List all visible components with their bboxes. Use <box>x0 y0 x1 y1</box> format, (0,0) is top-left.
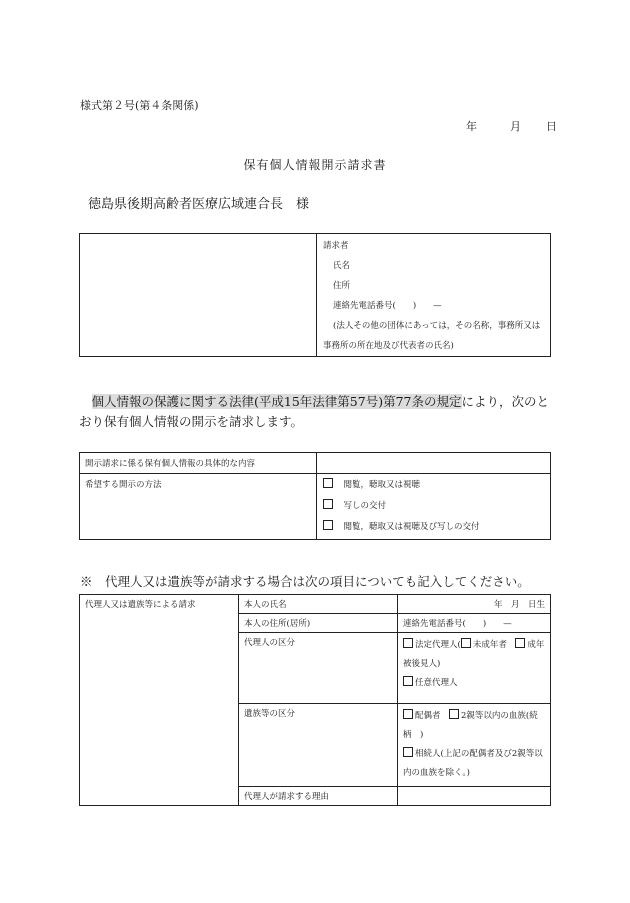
checkbox-icon[interactable] <box>323 478 333 488</box>
reason-field[interactable] <box>398 787 551 806</box>
date-month: 月 <box>510 120 521 133</box>
checkbox-icon[interactable] <box>403 709 413 719</box>
requester-blank-cell[interactable] <box>80 234 317 357</box>
name-label: 氏名 <box>333 261 351 271</box>
checkbox-icon[interactable] <box>323 499 333 509</box>
date-line <box>466 118 557 134</box>
agent-class-options <box>398 633 551 704</box>
agent-table <box>79 594 551 806</box>
law-reference: 個人情報の保護に関する法律(平成15年法律第57号)第77条の規定 <box>91 394 462 409</box>
principal-address-label: 本人の住所(居所) <box>239 614 398 633</box>
principal-phone-field[interactable]: 連絡先電話番号( ) — <box>398 614 551 633</box>
date-day: 日 <box>546 120 557 133</box>
bereaved-option-spouse[interactable]: 配偶者 2親等以内の血族(続 <box>403 707 545 726</box>
requester-table <box>79 233 551 357</box>
bereaved-option-heir-cont: 内の血族を除く。) <box>403 768 470 778</box>
checkbox-icon[interactable] <box>449 709 459 719</box>
method-option[interactable]: 写しの交付 <box>323 496 544 517</box>
checkbox-icon[interactable] <box>515 638 525 648</box>
agent-class-label: 代理人の区分 <box>239 633 398 704</box>
reason-label: 代理人が請求する理由 <box>239 787 398 806</box>
agent-option-voluntary[interactable]: 任意代理人 <box>403 674 545 693</box>
bereaved-option-heir[interactable]: 相続人(上記の配偶者及び2親等以 <box>403 745 545 764</box>
phone-label: 連絡先電話番号( ) — <box>333 301 442 311</box>
agent-group-label: 代理人又は遺族等による請求 <box>80 595 239 806</box>
addressee: 徳島県後期高齢者医療広域連合長 様 <box>88 197 310 212</box>
corporate-note-line1: (法人その他の団体にあっては，その名称，事務所又は <box>333 321 541 331</box>
requester-heading: 請求者 <box>323 241 349 251</box>
requester-cell[interactable] <box>317 234 551 357</box>
content-field[interactable] <box>317 453 551 474</box>
form-title: 保有個人情報開示請求書 <box>243 158 387 172</box>
checkbox-icon[interactable] <box>323 520 333 530</box>
content-label: 開示請求に係る保有個人情報の具体的な内容 <box>80 453 317 474</box>
bereaved-class-options <box>398 704 551 787</box>
request-paragraph <box>79 392 551 432</box>
bereaved-option-relation: 柄 ) <box>403 730 424 740</box>
agent-option-legal[interactable]: 法定代理人( 未成年者 成年 <box>403 636 545 655</box>
checkbox-icon[interactable] <box>403 638 413 648</box>
birth-date-field[interactable]: 年 月 日生 <box>398 595 551 614</box>
method-option[interactable]: 閲覧，聴取又は視聴及び写しの交付 <box>323 517 544 538</box>
checkbox-icon[interactable] <box>403 676 413 686</box>
corporate-note-line2: 事務所の所在地及び代表者の氏名) <box>323 341 454 351</box>
method-option[interactable]: 閲覧，聴取又は視聴 <box>323 475 544 496</box>
address-label: 住所 <box>333 281 351 291</box>
request-details-table <box>79 452 551 540</box>
checkbox-icon[interactable] <box>403 747 413 757</box>
date-year: 年 <box>466 120 477 133</box>
bereaved-class-label: 遺族等の区分 <box>239 704 398 787</box>
principal-name-label: 本人の氏名 <box>239 595 398 614</box>
agent-note: ※ 代理人又は遺族等が請求する場合は次の項目についても記入してください。 <box>80 574 530 589</box>
agent-option-legal-cont: 被後見人) <box>403 659 441 669</box>
method-options <box>317 474 551 540</box>
checkbox-icon[interactable] <box>461 638 471 648</box>
method-label: 希望する開示の方法 <box>80 474 317 540</box>
form-number: 様式第２号(第４条関係) <box>80 99 199 112</box>
paragraph-rest: により，次のとおり保有個人情報の開示を請求します。 <box>79 394 550 429</box>
